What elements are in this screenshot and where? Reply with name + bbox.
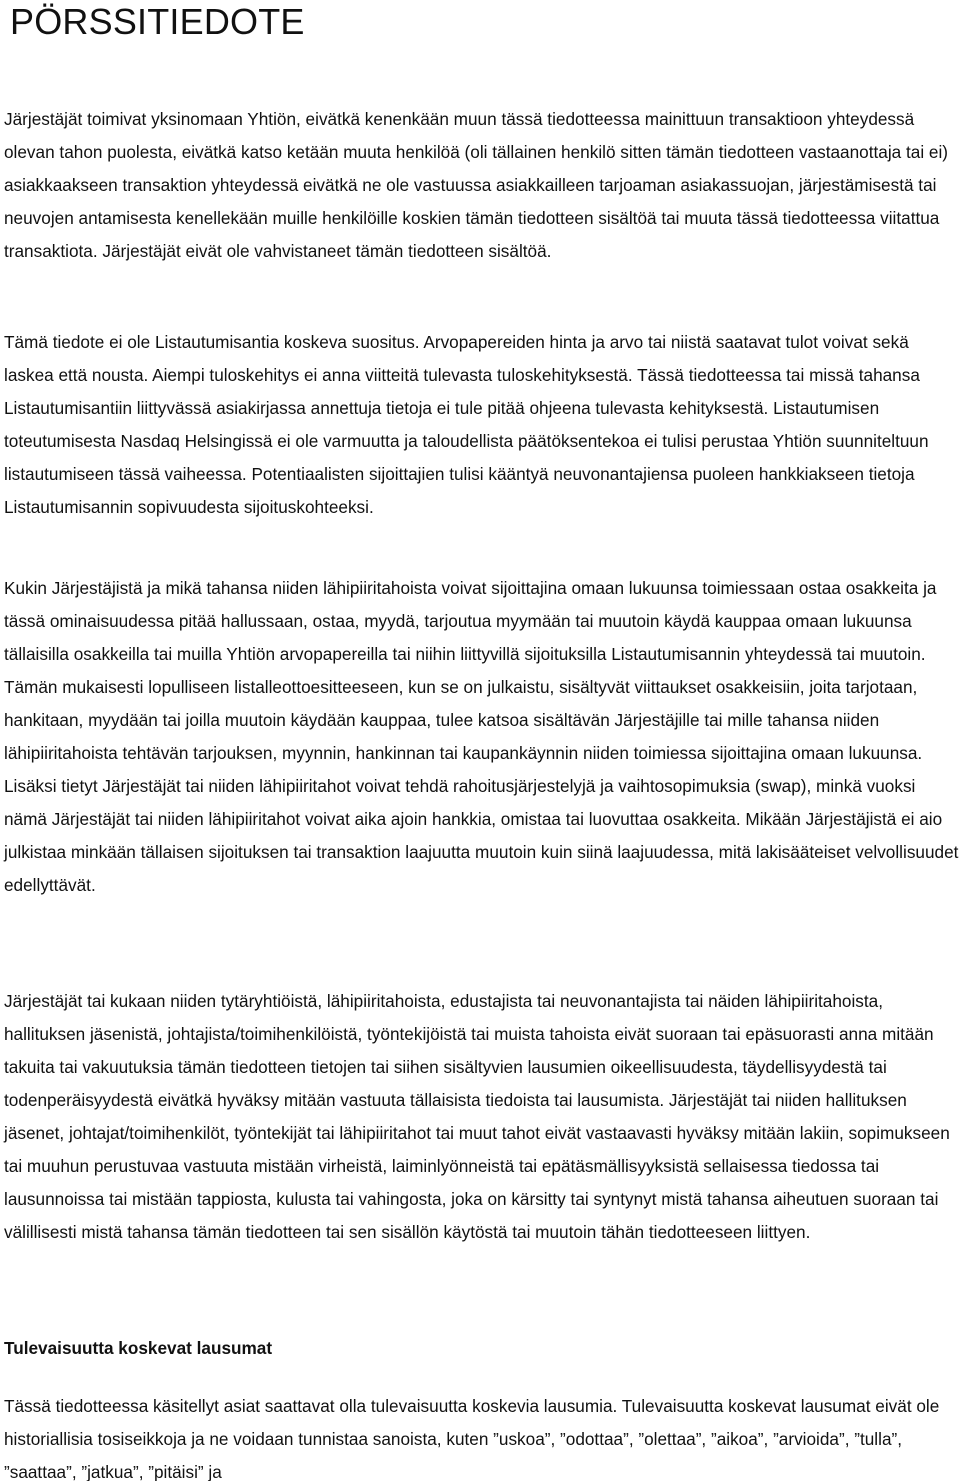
paragraph-arrangers-role: Järjestäjät toimivat yksinomaan Yhtiön, eivätkä kenenkään muun tässä tiedotteessa mainittuun transaktioon yhteydessä olevan tahon puolesta, eivätkä katso ketään muuta henkilöä (oli tällainen henkilö sitten tämän tiedotteen vastaanottaja tai ei) asiakkaakseen transaktion yhteydessä eivätkä ne ole vastuussa asiakkailleen tarjoaman asiakassuojan, järjestämisestä tai neuvojen antamisesta kenellekään muille henkilöille koskien tämän tiedotteen sisältöä tai muuta tässä tiedotteessa viitattua transaktiota. Järjestäjät eivät ole vahvistaneet tämän tiedotteen sisältöä. xyxy=(4,109,949,261)
paragraph-no-warranties: Järjestäjät tai kukaan niiden tytäryhtiöistä, lähipiiritahoista, edustajista tai neuvonantajista tai näiden lähipiiritahoista, hallituksen jäsenistä, johtajista/toimihenkilöistä, työntekijöistä tai muista tahoista eivät suoraan tai epäsuorasti anna mitään takuita tai vakuutuksia tämän tiedotteen tietojen tai siihen sisältyvien lausumien oikeellisuudesta, täydellisyydestä tai todenperäisyydestä eivätkä hyväksy mitään vastuuta tällaisista tiedoista tai lausumista. Järjestäjät tai niiden hallituksen jäsenet, johtajat/toimihenkilöt, työntekijät tai lähipiiritahot tai muut tahot eivät vastaavasti hyväksy mitään lakiin, sopimukseen tai muuhun perustuvaa vastuuta mistään virheistä, laiminlyönneistä tai epätäsmällisyyksistä sellaisessa tiedossa tai lausunnoissa tai mistään tappiosta, kulusta tai vahingosta, joka on kärsitty tai syntynyt mistä tahansa aiheutuen suoraan tai välillisesti mistä tahansa tämän tiedotteen tai sen sisällön käytöstä tai muutoin tähän tiedotteeseen liittyen. xyxy=(4,991,950,1242)
section-heading-forward-looking: Tulevaisuutta koskevat lausumat xyxy=(4,1338,273,1358)
paragraph-arrangers-investing: Kukin Järjestäjistä ja mikä tahansa niiden lähipiiritahoista voivat sijoittajina omaan lukuunsa toimiessaan ostaa osakkeita ja tässä ominaisuudessa pitää hallussaan, ostaa, myydä, tarjoutua myymään tai muutoin käydä kauppaa omaan lukuunsa tällaisilla osakkeilla tai muilla Yhtiön arvopapereilla tai niihin liittyvillä sijoituksilla Listautumisannin yhteydessä tai muutoin. Tämän mukaisesti lopulliseen listalleottoesitteeseen, kun se on julkaistu, sisältyvät viittaukset osakkeisiin, joita tarjotaan, hankitaan, myydään tai joilla muutoin käydään kauppaa, tulee katsoa sisältävän Järjestäjille tai mille tahansa niiden lähipiiritahoista tehtävän tarjouksen, myynnin, hankinnan tai kaupankäynnin niiden toimiessa sijoittajina omaan lukuunsa. Lisäksi tietyt Järjestäjät tai niiden lähipiiritahot voivat tehdä rahoitusjärjestelyjä ja vaihtosopimuksia (swap), minkä vuoksi nämä Järjestäjät tai niiden lähipiiritahot voivat aika ajoin hankkia, omistaa tai luovuttaa osakkeita. Mikään Järjestäjistä ei aio julkistaa minkään tällaisen sijoituksen tai transaktion laajuutta muutoin kuin siinä laajuudessa, mitä lakisääteiset velvollisuudet edellyttävät. xyxy=(4,578,959,895)
paragraph-forward-looking: Tässä tiedotteessa käsitellyt asiat saattavat olla tulevaisuutta koskevia lausumia. Tulevaisuutta koskevat lausumat eivät ole historiallisia tosiseikkoja ja ne voidaan tunnistaa sanoista, kuten ”uskoa”, ”odottaa”, ”olettaa”, ”aikoa”, ”arvioida”, ”tulla”, ”saattaa”, ”jatkua”, ”pitäisi” ja xyxy=(4,1396,940,1481)
paragraph-not-recommendation: Tämä tiedote ei ole Listautumisantia koskeva suositus. Arvopapereiden hinta ja arvo tai niistä saatavat tulot voivat sekä laskea että nousta. Aiempi tuloskehitys ei anna viitteitä tulevasta tuloskehityksestä. Tässä tiedotteessa tai missä tahansa Listautumisantiin liittyvässä asiakirjassa annettuja tietoja ei tule pitää ohjeena tulevasta kehityksestä. Listautumisen toteutumisesta Nasdaq Helsingissä ei ole varmuutta ja taloudellista päätöksentekoa ei tulisi perustaa Yhtiön suunniteltuun listautumiseen tässä vaiheessa. Potentiaalisten sijoittajien tulisi kääntyä neuvonantajiensa puoleen hankkiakseen tietoja Listautumisannin sopivuudesta sijoituskohteeksi. xyxy=(4,332,929,517)
page-title: PÖRSSITIEDOTE xyxy=(10,1,305,42)
